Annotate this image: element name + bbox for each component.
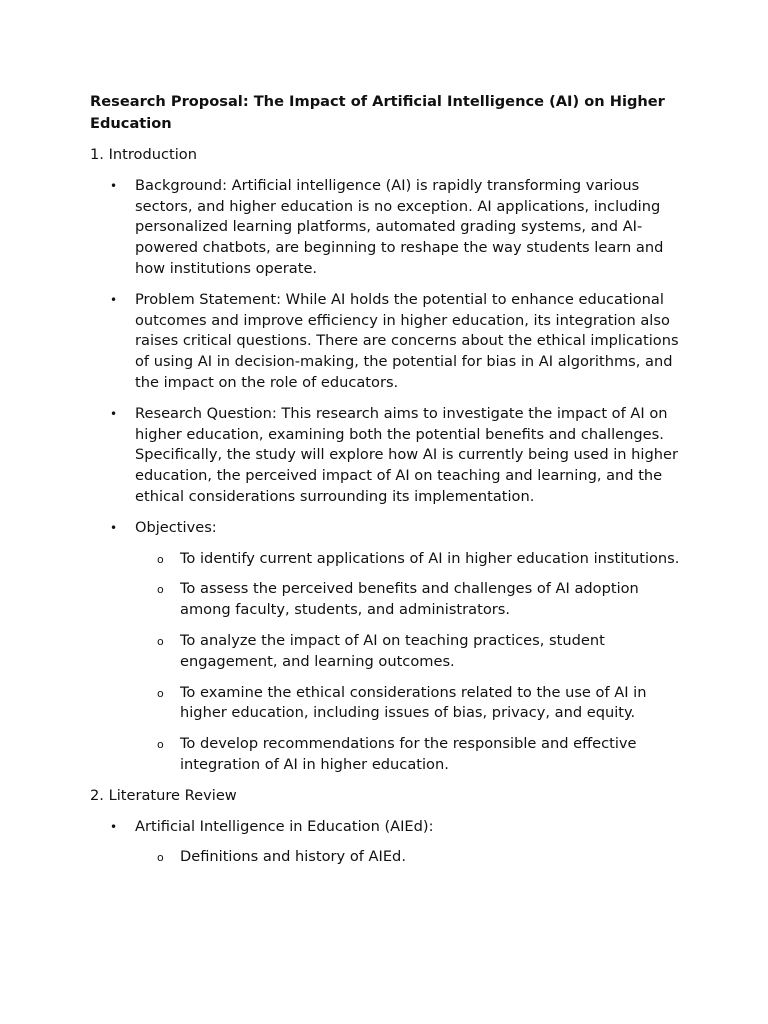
aied-sublist [135, 847, 690, 868]
sub-bullet-icon: o [157, 583, 164, 597]
list-item [90, 404, 690, 508]
introduction-list [90, 176, 690, 776]
section-heading-introduction: 1. Introduction [90, 146, 197, 163]
bullet-icon: • [110, 292, 118, 307]
document-title: Research Proposal: The Impact of Artificial Intelligence (AI) on Higher Education [90, 93, 665, 132]
sub-list-item [135, 631, 690, 673]
sub-list-item-text: To develop recommendations for the responsible and effective integration of AI in higher education. [180, 735, 637, 773]
sub-list-item-text: To identify current applications of AI in higher education institutions. [180, 549, 680, 567]
sub-list-item-text: To assess the perceived benefits and challenges of AI adoption among faculty, students, and administrators. [180, 580, 639, 619]
bullet-icon: • [110, 406, 118, 421]
bullet-icon: • [110, 520, 118, 535]
sub-list-item [135, 549, 690, 570]
list-item [90, 817, 690, 869]
list-item-text: Objectives: [135, 518, 217, 536]
section-heading-literature-review: 2. Literature Review [90, 786, 237, 804]
bullet-icon: • [110, 178, 118, 193]
sub-bullet-icon: o [157, 738, 164, 752]
sub-bullet-icon: o [157, 552, 164, 566]
sub-list-item-text: To examine the ethical considerations related to the use of AI in higher education, including issues of bias, privacy, and equity. [180, 683, 647, 722]
sub-list-item [135, 683, 690, 725]
sub-bullet-icon: o [157, 851, 164, 865]
list-item [90, 518, 690, 776]
list-item-text: Research Question: This research aims to investigate the impact of AI on higher education, examining both the potential benefits and challenges. Specifically, the study will explore how AI is currently being used in higher education, the perceived impact of AI on teaching and learning, and the ethical considerations surrounding its implementation. [135, 404, 678, 505]
list-item-text: Problem Statement: While AI holds the potential to enhance educational outcomes and improve efficiency in higher education, its integration also raises critical questions. There are concerns about the ethical implications of using AI in decision-making, the potential for bias in AI algorithms, and the impact on the role of educators. [135, 290, 679, 391]
literature-review-list [90, 817, 690, 869]
list-item-text: Background: Artificial intelligence (AI) is rapidly transforming various sectors, and higher education is no exception. AI applications, including personalized learning platforms, automated grading systems, and AI-powered chatbots, are beginning to reshape the way students learn and how institutions operate. [135, 176, 664, 277]
list-item [90, 176, 690, 280]
list-item-text: Artificial Intelligence in Education (AIEd): [135, 817, 434, 835]
sub-list-item [135, 847, 690, 868]
sub-list-item-text: Definitions and history of AIEd. [180, 848, 406, 866]
sub-list-item [135, 579, 690, 621]
sub-bullet-icon: o [157, 686, 164, 700]
list-item [90, 290, 690, 394]
document-page [90, 91, 690, 878]
bullet-icon: • [110, 819, 118, 834]
sub-list-item [135, 734, 690, 776]
objectives-list [135, 549, 690, 776]
sub-list-item-text: To analyze the impact of AI on teaching practices, student engagement, and learning outcomes. [180, 631, 605, 670]
sub-bullet-icon: o [157, 634, 164, 648]
